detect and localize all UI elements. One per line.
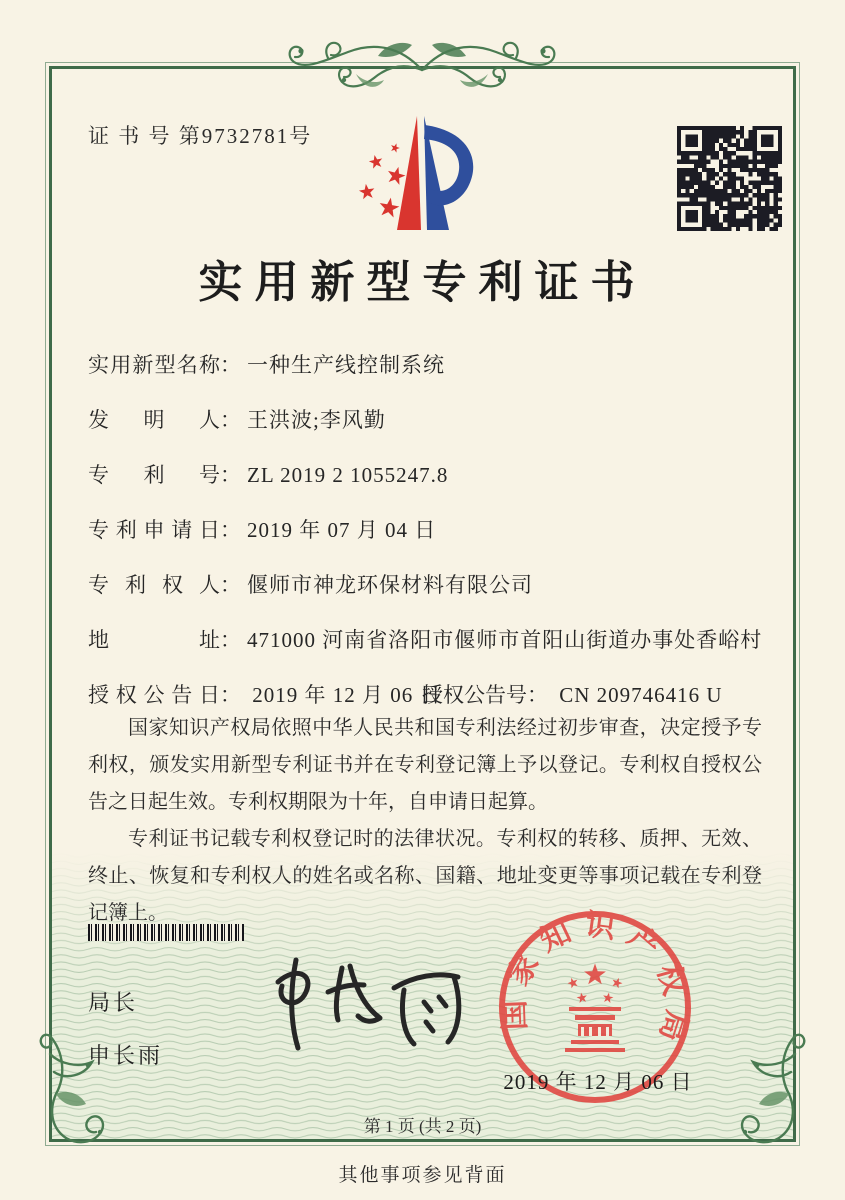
grant-seal-date: 2019 年 12 月 06 日: [503, 1070, 693, 1094]
legal-paragraph-1: 国家知识产权局依照中华人民共和国专利法经过初步审查，决定授予专利权，颁发实用新型专利证书并在专利登记簿上予以登记。专利权自授权公告之日起生效。专利权期限为十年，自申请日起算。: [88, 717, 762, 813]
logo-stars: [358, 142, 407, 218]
page-number: 第 1 页 (共 2 页): [363, 1117, 482, 1136]
field-value: 471000 河南省洛阳市偃师市首阳山街道办事处香峪村: [247, 628, 763, 652]
certificate-fields: [88, 350, 778, 735]
certificate-title: 实用新型专利证书: [198, 258, 647, 307]
logo-p-mark: [397, 116, 473, 230]
field-utility-model-name: 实用新型名称 ： 一种生产线控制系统: [88, 350, 778, 405]
field-label: 发明人: [88, 408, 220, 432]
field-value: 2019 年 07 月 04 日: [247, 518, 437, 542]
seal-org-text: 国家知识产权局: [497, 908, 694, 1056]
top-flourish-ornament: [282, 28, 562, 100]
grant-date: 授权公告日： 2019 年 12 月 06 日: [88, 683, 442, 707]
field-patent-number: 专利号 ： ZL 2019 2 1055247.8: [88, 460, 778, 515]
field-address: 地址 ： 471000 河南省洛阳市偃师市首阳山街道办事处香峪村: [88, 625, 778, 680]
legal-paragraph-2: 专利证书记载专利权登记时的法律状况。专利权的转移、质押、无效、终止、恢复和专利权人的姓名或名称、国籍、地址变更等事项记载在专利登记簿上。: [88, 828, 762, 924]
field-value: 一种生产线控制系统: [247, 353, 445, 377]
field-value: ZL 2019 2 1055247.8: [247, 463, 449, 487]
field-value: 偃师市神龙环保材料有限公司: [247, 573, 533, 597]
officer-block: [88, 986, 163, 1092]
field-application-date: 专利申请日 ： 2019 年 07 月 04 日: [88, 515, 778, 570]
field-label: 专利申请日: [88, 518, 220, 542]
legal-text: [88, 710, 762, 932]
qr-code: [677, 126, 782, 231]
signature-shen-changyu: [218, 930, 478, 1060]
field-inventor: 发明人 ： 王洪波;李风勤: [88, 405, 778, 460]
field-label: 地址: [88, 628, 220, 652]
field-label: 专利号: [88, 463, 220, 487]
field-label: 专利权人: [88, 573, 220, 597]
cnipa-logo: [358, 108, 484, 238]
seal-national-emblem: [565, 964, 625, 1053]
field-patentee: 专利权人 ： 偃师市神龙环保材料有限公司: [88, 570, 778, 625]
certificate-number: 证 书 号 第9732781号: [88, 124, 313, 148]
back-side-note: 其他事项参见背面: [338, 1165, 507, 1186]
officer-title: 局长: [88, 990, 139, 1015]
field-label: 实用新型名称: [88, 353, 220, 377]
officer-name: 申长雨: [88, 1043, 164, 1068]
grant-number: 授权公告号： CN 209746416 U: [422, 683, 723, 707]
field-value: 王洪波;李风勤: [247, 408, 386, 432]
